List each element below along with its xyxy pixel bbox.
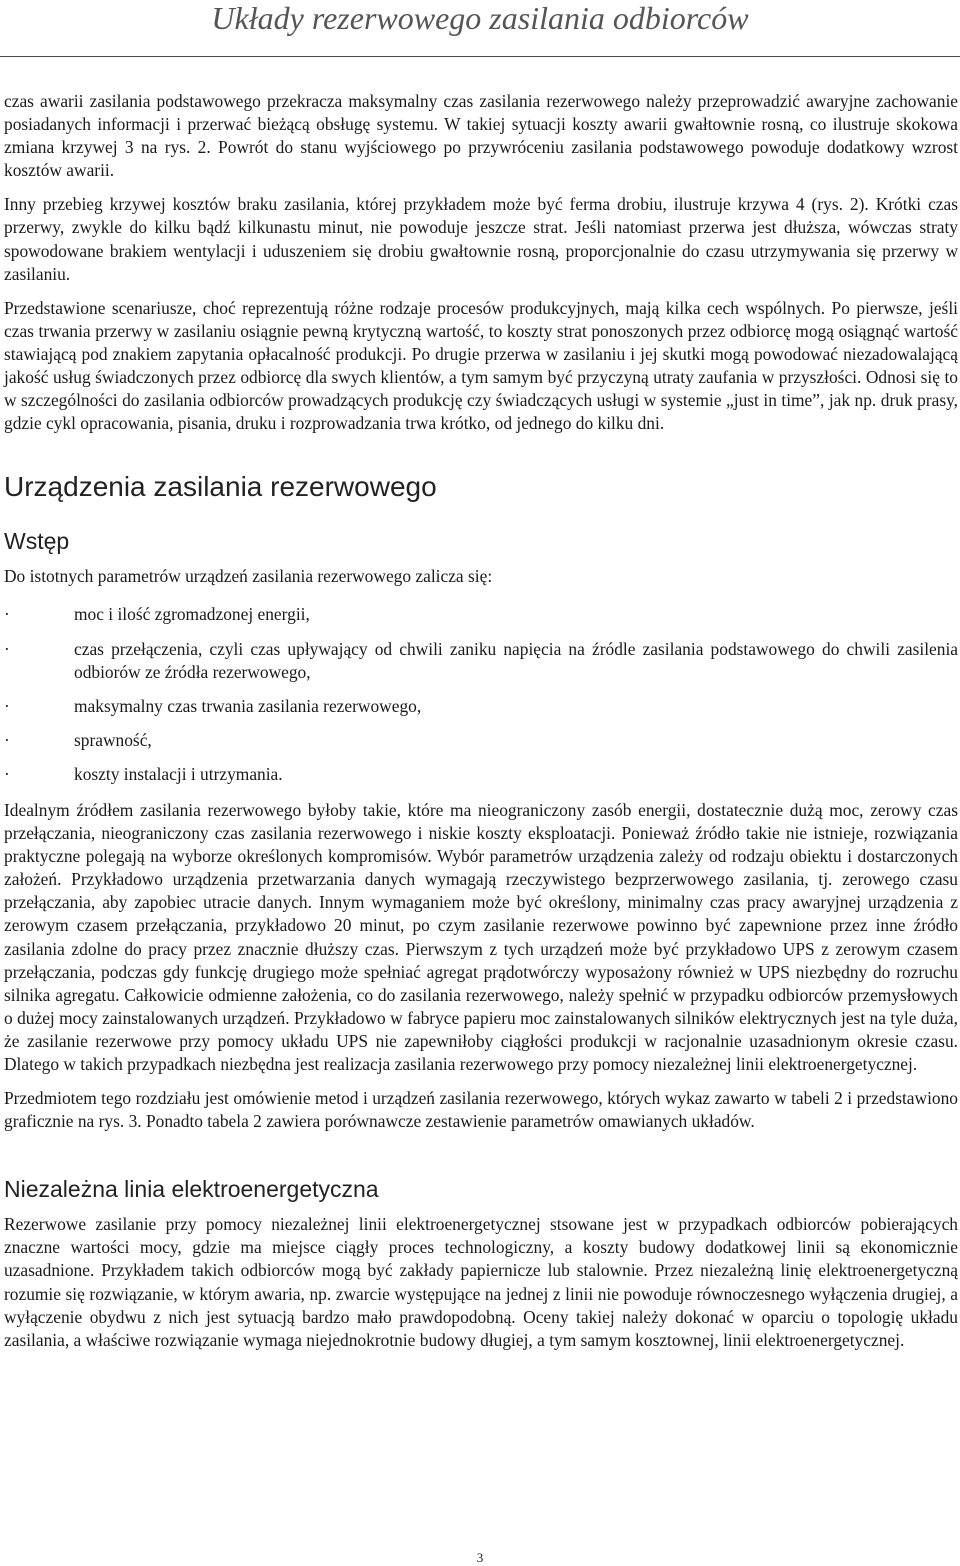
list-item xyxy=(4,603,958,626)
bullet-marker: · xyxy=(4,695,10,716)
body-paragraph: czas awarii zasilania podstawowego przekracza maksymalny czas zasilania rezerwowego należy przeprowadzić awaryjne zachowanie posiadanych informacji i przerwać bieżącą obsługę systemu. W takiej sytuacji koszty awarii gwałtownie rosną, co ilustruje skokowa zmiana krzywej 3 na rys. 2. Powrót do stanu wyjściowego po przywróceniu zasilania podstawowego powoduje dodatkowy wzrost kosztów awarii. xyxy=(4,91,958,181)
list-item xyxy=(4,695,958,718)
subsection-heading: Wstęp xyxy=(4,528,70,555)
bullet-marker: · xyxy=(4,604,10,625)
page-number: 3 xyxy=(476,1550,484,1565)
body-paragraph: Rezerwowe zasilanie przy pomocy niezależnej linii elektroenergetycznej stsowane jest w przypadkach odbiorców pobierających znaczne wartości mocy, gdzie ma miejsce ciągły proces technologiczny, a koszty budowy dodatkowej linii są ekonomicznie uzasadnione. Przykładem takich odbiorców mogą być zakłady papiernicze lub stalownie. Przez niezależną linię elektroenergetyczną rozumie się rozwiązanie, w którym awaria, np. zwarcie występujące na jednej z linii nie powoduje równoczesnego wyłączenia drugiej, a wyłączenie obydwu z nich jest sytuacją bardzo mało prawdopodobną. Oceny takiej należy dokonać w oparciu o topologię układu zasilania, a właściwe rozwiązanie wymaga niejednokrotnie budowy długiej, a tym samym kosztownej, linii elektroenergetycznej. xyxy=(4,1214,958,1350)
list-item-text: czas przełączenia, czyli czas upływający od chwili zaniku napięcia na źródle zasilania podstawowego do chwili zasilenia odbiorów ze źródła rezerwowego, xyxy=(74,638,958,682)
body-paragraph: Przedmiotem tego rozdziału jest omówienie metod i urządzeń zasilania rezerwowego, których wykaz zawarto w tabeli 2 i przedstawiono graficznie na rys. 3. Ponadto tabela 2 zawiera porównawcze zestawienie parametrów omawianych układów. xyxy=(4,1088,958,1132)
list-item xyxy=(4,763,958,786)
bullet-marker: · xyxy=(4,729,10,750)
list-item xyxy=(4,729,958,752)
body-paragraph: Idealnym źródłem zasilania rezerwowego byłoby takie, które ma nieograniczony zasób energii, dostatecznie dużą moc, zerowy czas przełączania, nieograniczony czas zasilania rezerwowego i niskie koszty eksploatacji. Ponieważ źródło takie nie istnieje, rozwiązania praktyczne polegają na wyborze określonych kompromisów. Wybór parametrów urządzenia zależy od rodzaju obiektu i dostarczonych założeń. Przykładowo urządzenia przetwarzania danych wymagają rzeczywistego bezprzerwowego zasilania, tj. zerowego czasu przełączania, aby zapobiec utracie danych. Innym wymaganiem może być określony, minimalny czas pracy awaryjnej urządzenia z zerowym czasem przełączania, przykładowo 20 minut, po czym zasilanie rezerwowe powinno być zapewnione przez inne źródło zasilania zdolne do pracy przez znacznie dłuższy czas. Pierwszym z tych urządzeń może być przykładowo UPS z zerowym czasem przełączania, podczas gdy funkcję drugiego może spełniać agregat prądotwórczy wyposażony również w UPS niezbędny do rozruchu silnika agregatu. Całkowicie odmienne założenia, co do zasilania rezerwowego, należy spełnić w przypadku odbiorców przemysłowych o dużej mocy zainstalowanych urządzeń. Przykładowo w fabryce papieru moc zainstalowanych silników elektrycznych jest na tyle duża, że zasilanie rezerwowe przy pomocy układu UPS nie zapewniłoby ciągłości produkcji w racjonalnie uzasadnionym okresie czasu. Dlatego w takich przypadkach niezbędna jest realizacja zasilania rezerwowego przy pomocy niezależnej linii elektroenergetycznej. xyxy=(4,799,958,1074)
section-heading: Urządzenia zasilania rezerwowego xyxy=(4,471,437,503)
parameter-list xyxy=(4,603,958,786)
list-item-text: moc i ilość zgromadzonej energii, xyxy=(74,604,310,625)
subsection-heading: Niezależna linia elektroenergetyczna xyxy=(4,1176,379,1203)
bullet-marker: · xyxy=(4,638,10,659)
document-body xyxy=(4,90,958,1363)
list-item-text: koszty instalacji i utrzymania. xyxy=(74,763,283,784)
body-paragraph: Przedstawione scenariusze, choć reprezentują różne rodzaje procesów produkcyjnych, mają kilka cech wspólnych. Po pierwsze, jeśli czas trwania przerwy w zasilaniu osiągnie pewną krytyczną wartość, to koszty strat ponoszonych przez odbiorcę mogą osiągnąć wartość stawiającą pod znakiem zapytania opłacalność produkcji. Po drugie przerwa w zasilaniu i jej skutki mogą powodować niezadowalającą jakość usług świadczonych przez odbiorcę dla swych klientów, a tym samym być przyczyną utraty zaufania w przyszłości. Odnosi się to w szczególności do zasilania odbiorców prowadzących produkcję czy świadczących usługi w systemie „just in time”, jak np. druk prasy, gdzie cykl opracowania, pisania, druku i rozprowadzania trwa krótko, od jednego do kilku dni. xyxy=(4,297,958,434)
list-lead: Do istotnych parametrów urządzeń zasilania rezerwowego zalicza się: xyxy=(4,566,493,587)
list-item xyxy=(4,638,958,684)
header-divider xyxy=(0,56,960,57)
bullet-marker: · xyxy=(4,763,10,784)
page-header-title: Układy rezerwowego zasilania odbiorców xyxy=(211,0,749,36)
list-item-text: maksymalny czas trwania zasilania rezerwowego, xyxy=(74,695,422,716)
body-paragraph: Inny przebieg krzywej kosztów braku zasilania, której przykładem może być ferma drobiu, ilustruje krzywa 4 (rys. 2). Krótki czas przerwy, zwykle do kilku bądź kilkunastu minut, nie powoduje jeszcze strat. Jeśli natomiast przerwa jest dłuższa, wówczas straty spowodowane brakiem wentylacji i uduszeniem się drobiu gwałtownie rosną, proporcjonalnie do czasu utrzymywania się przerwy w zasilaniu. xyxy=(4,194,958,284)
list-item-text: sprawność, xyxy=(74,729,152,750)
